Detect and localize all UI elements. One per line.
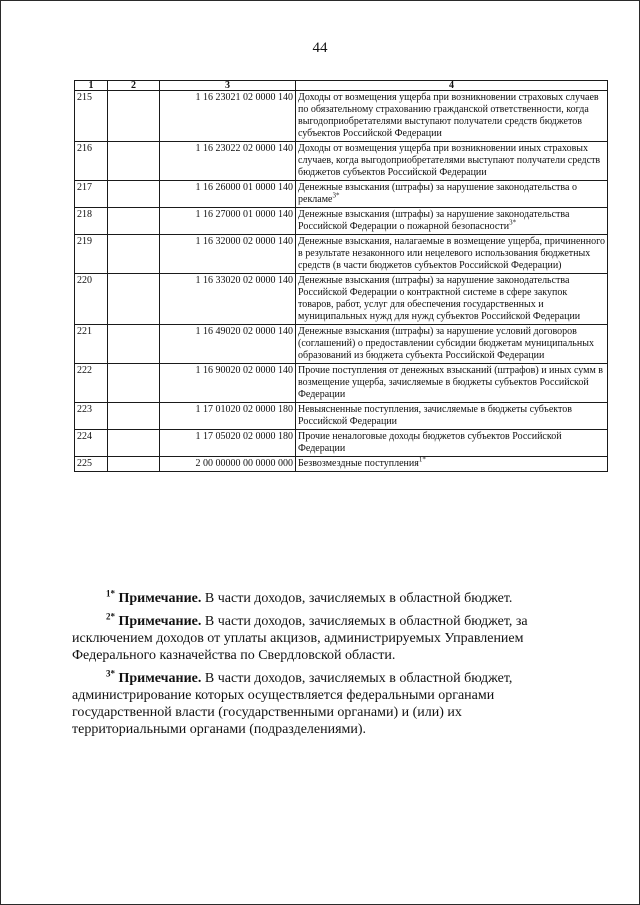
table-row <box>75 457 608 472</box>
revenue-name-cell <box>296 325 608 364</box>
row-number: 220 <box>75 274 108 325</box>
budget-classification-code: 1 17 01020 02 0000 180 <box>160 403 296 430</box>
revenue-name-cell <box>296 91 608 142</box>
row-number: 215 <box>75 91 108 142</box>
table-row <box>75 325 608 364</box>
row-number: 219 <box>75 235 108 274</box>
admin-code <box>108 325 160 364</box>
table-header-row <box>75 81 608 91</box>
budget-classification-code: 1 16 23022 02 0000 140 <box>160 142 296 181</box>
admin-code <box>108 430 160 457</box>
footnote-text: В части доходов, зачисляемых в областной бюджет, за исключением доходов от уплаты акцизов, администрируемых Управлением Федерального казначейства по Свердловской области. <box>72 614 528 663</box>
budget-classification-code: 1 17 05020 02 0000 180 <box>160 430 296 457</box>
revenue-name-cell <box>296 142 608 181</box>
revenue-name-cell <box>296 457 608 472</box>
revenue-name-cell <box>296 235 608 274</box>
row-number: 224 <box>75 430 108 457</box>
footnote-text: В части доходов, зачисляемых в областной бюджет, администрирование которых осуществляется федеральными органами государственной власти (государственными органами) и (или) их территориальными органами (подразделениями). <box>72 671 513 737</box>
admin-code <box>108 142 160 181</box>
table-row <box>75 403 608 430</box>
footnote-reference: 3* <box>509 218 517 227</box>
budget-classification-code: 1 16 27000 01 0000 140 <box>160 208 296 235</box>
admin-code <box>108 274 160 325</box>
table-row <box>75 430 608 457</box>
row-number: 216 <box>75 142 108 181</box>
revenue-name: Прочие неналоговые доходы бюджетов субъектов Российской Федерации <box>298 431 562 454</box>
row-number: 225 <box>75 457 108 472</box>
table-row <box>75 142 608 181</box>
revenue-name: Безвозмездные поступления <box>298 458 419 469</box>
budget-classification-code: 1 16 49020 02 0000 140 <box>160 325 296 364</box>
admin-code <box>108 235 160 274</box>
revenue-name: Денежные взыскания (штрафы) за нарушение условий договоров (соглашений) о предоставлении субсидии бюджетам муниципальных образований из бюджета субъекта Российской Федерации <box>298 326 594 361</box>
header-col-3: 3 <box>160 81 296 91</box>
footnote-reference: 1* <box>418 455 426 464</box>
admin-code <box>108 364 160 403</box>
footnote <box>72 613 547 664</box>
row-number: 221 <box>75 325 108 364</box>
revenue-name-cell <box>296 403 608 430</box>
table-row <box>75 181 608 208</box>
revenue-name: Денежные взыскания (штрафы) за нарушение законодательства о рекламе <box>298 182 577 205</box>
revenue-name-cell <box>296 364 608 403</box>
row-number: 223 <box>75 403 108 430</box>
revenue-name: Денежные взыскания (штрафы) за нарушение законодательства Российской Федерации о пожарной безопасности <box>298 209 570 232</box>
footnote-reference: 3* <box>332 191 340 200</box>
revenue-name: Денежные взыскания (штрафы) за нарушение законодательства Российской Федерации о контрактной системе в сфере закупок товаров, работ, услуг для обеспечения государственных и муниципальных нужд для нужд субъектов Российской Федерации <box>298 275 581 322</box>
budget-classification-code: 1 16 33020 02 0000 140 <box>160 274 296 325</box>
header-col-2: 2 <box>108 81 160 91</box>
footnote-label: Примечание. <box>118 671 202 686</box>
budget-classification-code: 1 16 23021 02 0000 140 <box>160 91 296 142</box>
budget-classification-code: 1 16 32000 02 0000 140 <box>160 235 296 274</box>
revenue-name: Доходы от возмещения ущерба при возникновении иных страховых случаев, когда выгодоприобретателями выступают получатели средств бюджетов субъектов Российской Федерации <box>298 143 601 178</box>
revenue-name-cell <box>296 430 608 457</box>
row-number: 222 <box>75 364 108 403</box>
table-row <box>75 364 608 403</box>
revenue-name: Прочие поступления от денежных взысканий (штрафов) и иных сумм в возмещение ущерба, зачисляемые в бюджеты субъектов Российской Федерации <box>298 365 604 400</box>
table-row <box>75 91 608 142</box>
footnote-marker: 1* <box>106 588 115 599</box>
budget-classification-code: 2 00 00000 00 0000 000 <box>160 457 296 472</box>
revenue-name-cell <box>296 208 608 235</box>
footnote-text: В части доходов, зачисляемых в областной бюджет. <box>201 591 513 606</box>
table-row <box>75 274 608 325</box>
footnote-label: Примечание. <box>118 591 202 606</box>
admin-code <box>108 208 160 235</box>
footnote <box>72 590 547 607</box>
revenue-name: Доходы от возмещения ущерба при возникновении страховых случаев по обязательному страхованию гражданской ответственности, когда выгодоприобретателями выступают получатели средств бюджетов субъектов Российской Федерации <box>298 92 599 139</box>
table-row <box>75 235 608 274</box>
header-col-4: 4 <box>296 81 608 91</box>
row-number: 217 <box>75 181 108 208</box>
footnote-marker: 3* <box>106 668 115 679</box>
budget-classification-code: 1 16 90020 02 0000 140 <box>160 364 296 403</box>
page-number: 44 <box>312 40 328 56</box>
admin-code <box>108 457 160 472</box>
footnote-marker: 2* <box>106 611 115 622</box>
admin-code <box>108 91 160 142</box>
footnotes <box>72 590 547 744</box>
footnote-label: Примечание. <box>118 614 202 629</box>
header-col-1: 1 <box>75 81 108 91</box>
budget-classification-code: 1 16 26000 01 0000 140 <box>160 181 296 208</box>
revenue-name-cell <box>296 274 608 325</box>
footnote <box>72 670 547 738</box>
revenue-name-cell <box>296 181 608 208</box>
row-number: 218 <box>75 208 108 235</box>
table-row <box>75 208 608 235</box>
revenue-name: Денежные взыскания, налагаемые в возмещение ущерба, причиненного в результате незаконного или нецелевого использования бюджетных средств (в части бюджетов субъектов Российской Федерации) <box>298 236 605 271</box>
revenue-name: Невыясненные поступления, зачисляемые в бюджеты субъектов Российской Федерации <box>298 404 572 427</box>
admin-code <box>108 181 160 208</box>
revenue-codes-table <box>74 80 608 472</box>
admin-code <box>108 403 160 430</box>
